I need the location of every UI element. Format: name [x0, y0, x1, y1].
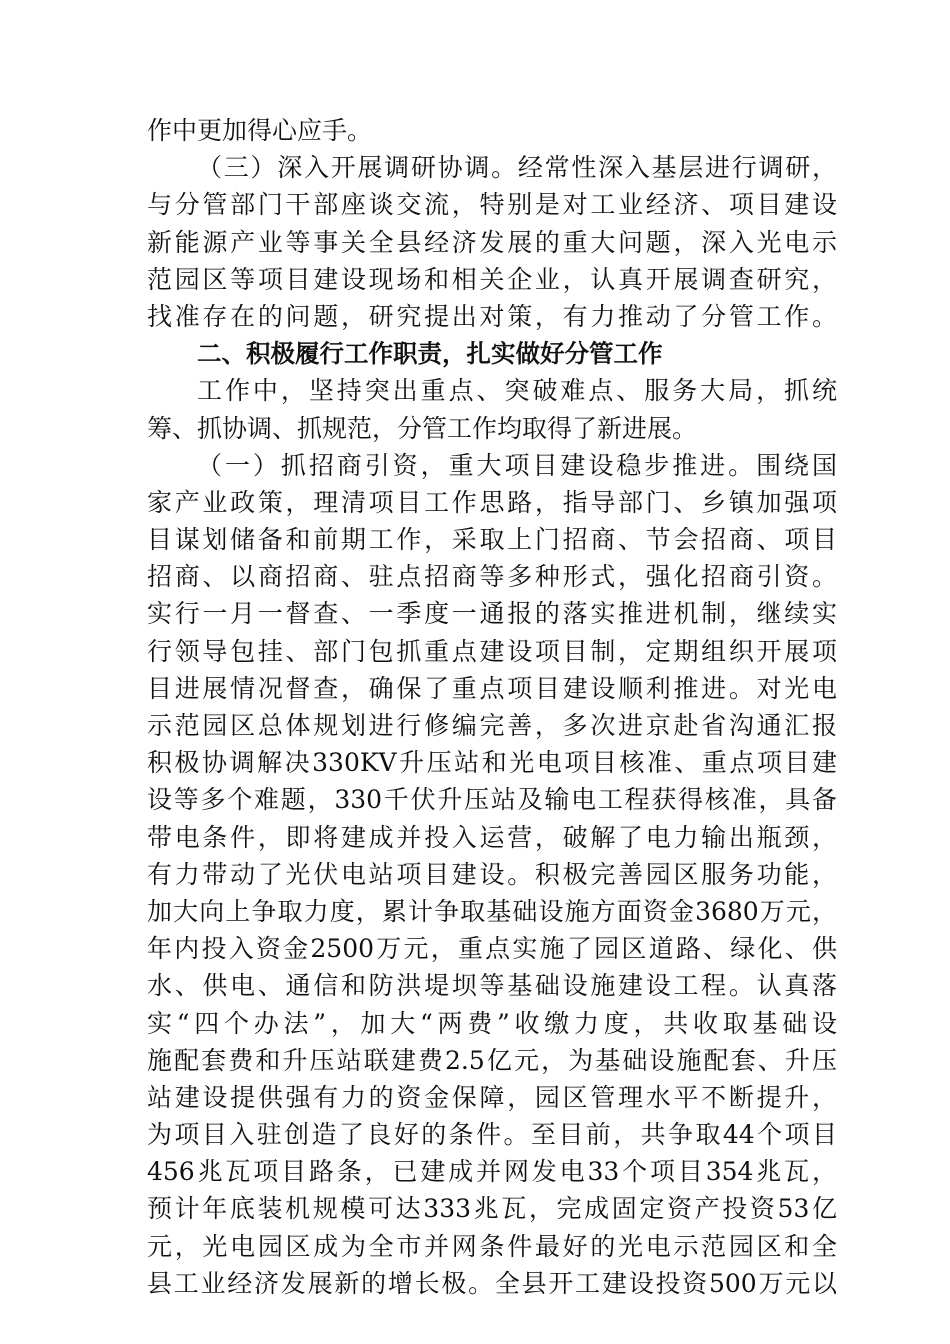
paragraph-line: 积极协调解决330KV升压站和光电项目核准、重点项目建	[147, 748, 837, 778]
paragraph-line: 目谋划储备和前期工作，采取上门招商、节会招商、项目	[147, 525, 837, 555]
paragraph-line: （三）深入开展调研协调。经常性深入基层进行调研，	[197, 153, 837, 183]
paragraph-line: 有力带动了光伏电站项目建设。积极完善园区服务功能，	[147, 859, 837, 889]
paragraph-line: 作中更加得心应手。	[147, 116, 373, 145]
paragraph-line: 县工业经济发展新的增长极。全县开工建设投资500万元以	[147, 1268, 837, 1298]
paragraph-line: 带电条件，即将建成并投入运营，破解了电力输出瓶颈，	[147, 822, 837, 852]
paragraph-line: 实“四个办法”，加大“两费”收缴力度，共收取基础设	[147, 1008, 837, 1038]
paragraph-line: 招商、以商招商、驻点招商等多种形式，强化招商引资。	[147, 562, 837, 592]
paragraph-line: 加大向上争取力度，累计争取基础设施方面资金3680万元，	[147, 896, 837, 926]
document-body	[147, 112, 837, 1302]
paragraph-line: 年内投入资金2500万元，重点实施了园区道路、绿化、供	[147, 934, 837, 964]
paragraph-line: 范园区等项目建设现场和相关企业，认真开展调查研究，	[147, 264, 837, 294]
paragraph-line: 实行一月一督查、一季度一通报的落实推进机制，继续实	[147, 599, 837, 629]
section-heading: 二、积极履行工作职责，扎实做好分管工作	[197, 339, 663, 369]
paragraph-line: 与分管部门干部座谈交流，特别是对工业经济、项目建设	[147, 190, 837, 220]
paragraph-line: 水、供电、通信和防洪堤坝等基础设施建设工程。认真落	[147, 971, 837, 1001]
paragraph-line: 目进展情况督查，确保了重点项目建设顺利推进。对光电	[147, 673, 837, 703]
paragraph-line: 筹、抓协调、抓规范，分管工作均取得了新进展。	[147, 413, 698, 443]
paragraph-line: 设等多个难题，330千伏升压站及输电工程获得核准，具备	[147, 785, 837, 815]
paragraph-line: 家产业政策，理清项目工作思路，指导部门、乡镇加强项	[147, 487, 837, 517]
paragraph-line: 找准存在的问题，研究提出对策，有力推动了分管工作。	[147, 301, 837, 331]
paragraph-line: 元，光电园区成为全市并网条件最好的光电示范园区和全	[147, 1231, 837, 1261]
paragraph-line: 施配套费和升压站联建费2.5亿元，为基础设施配套、升压	[147, 1045, 837, 1075]
paragraph-line: 工作中，坚持突出重点、突破难点、服务大局，抓统	[197, 376, 837, 406]
paragraph-line: 示范园区总体规划进行修编完善，多次进京赴省沟通汇报	[147, 711, 837, 740]
paragraph-line: 站建设提供强有力的资金保障，园区管理水平不断提升，	[147, 1082, 837, 1112]
paragraph-line: 456兆瓦项目路条，已建成并网发电33个项目354兆瓦，	[147, 1157, 837, 1187]
paragraph-line: 新能源产业等事关全县经济发展的重大问题，深入光电示	[147, 227, 837, 257]
paragraph-line: 为项目入驻创造了良好的条件。至目前，共争取44个项目	[147, 1120, 837, 1150]
paragraph-line: （一）抓招商引资，重大项目建设稳步推进。围绕国	[197, 450, 837, 480]
paragraph-line: 预计年底装机规模可达333兆瓦，完成固定资产投资53亿	[147, 1194, 837, 1224]
paragraph-line: 行领导包挂、部门包抓重点建设项目制，定期组织开展项	[147, 636, 837, 666]
